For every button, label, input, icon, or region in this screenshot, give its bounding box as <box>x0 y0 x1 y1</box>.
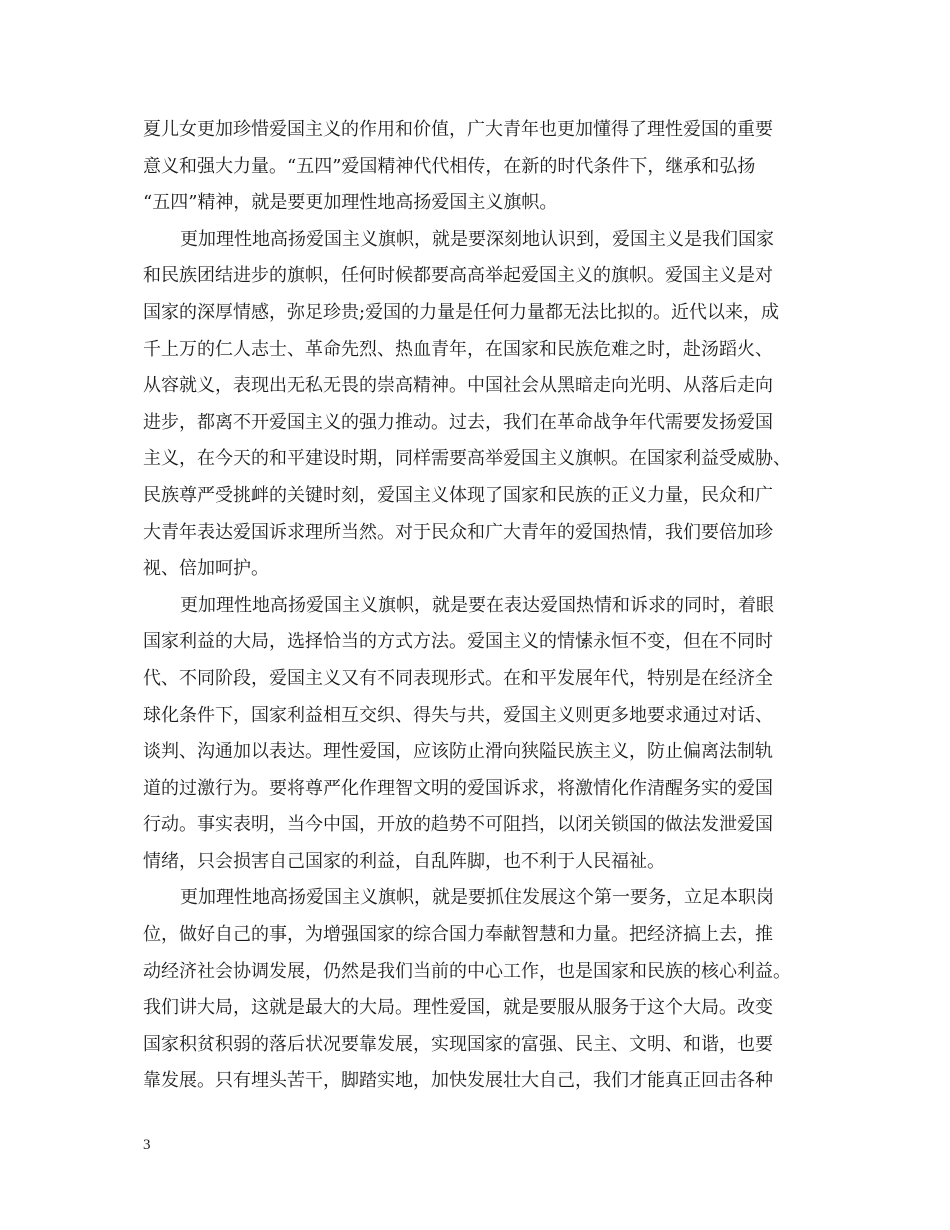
text-line: “五四”精神，就是要更加理性地高扬爱国主义旗帜。 <box>143 192 558 214</box>
text-line: 进步，都离不开爱国主义的强力推动。过去，我们在革命战争年代需要发扬爱国 <box>143 411 773 433</box>
text-line: 视、倍加呵护。 <box>143 558 269 580</box>
paragraph-first-line: 更加理性地高扬爱国主义旗帜，就是要在表达爱国热情和诉求的同时，着眼 <box>180 594 774 616</box>
text-line: 动经济社会协调发展，仍然是我们当前的中心工作，也是国家和民族的核心利益。 <box>143 960 791 982</box>
text-line: 主义，在今天的和平建设时期，同样需要高举爱国主义旗帜。在国家利益受威胁、 <box>143 448 791 470</box>
text-line: 位，做好自己的事，为增强国家的综合国力奉献智慧和力量。把经济搞上去，推 <box>143 924 773 946</box>
text-line: 靠发展。只有埋头苦干，脚踏实地，加快发展壮大自己，我们才能真正回击各种 <box>143 1070 773 1092</box>
text-line: 从容就义，表现出无私无畏的崇高精神。中国社会从黑暗走向光明、从落后走向 <box>143 375 773 397</box>
body-text <box>143 112 823 1100</box>
text-line: 谈判、沟通加以表达。理性爱国，应该防止滑向狭隘民族主义，防止偏离法制轨 <box>143 741 773 763</box>
paragraph-first-line: 更加理性地高扬爱国主义旗帜，就是要抓住发展这个第一要务，立足本职岗 <box>180 887 774 909</box>
text-line: 行动。事实表明，当今中国，开放的趋势不可阻挡，以闭关锁国的做法发泄爱国 <box>143 814 773 836</box>
text-line: 千上万的仁人志士、革命先烈、热血青年，在国家和民族危难之时，赴汤蹈火、 <box>143 338 773 360</box>
text-line: 意义和强大力量。“五四”爱国精神代代相传，在新的时代条件下，继承和弘扬 <box>143 155 756 177</box>
text-line: 球化条件下，国家利益相互交织、得失与共，爱国主义则更多地要求通过对话、 <box>143 704 773 726</box>
text-line: 道的过激行为。要将尊严化作理智文明的爱国诉求，将激情化作清醒务实的爱国 <box>143 777 773 799</box>
text-line: 民族尊严受挑衅的关键时刻，爱国主义体现了国家和民族的正义力量，民众和广 <box>143 484 773 506</box>
text-line: 国家利益的大局，选择恰当的方式方法。爱国主义的情愫永恒不变，但在不同时 <box>143 631 773 653</box>
text-line: 情绪，只会损害自己国家的利益，自乱阵脚，也不利于人民福祉。 <box>143 850 665 872</box>
text-line: 国家的深厚情感，弥足珍贵;爱国的力量是任何力量都无法比拟的。近代以来，成 <box>143 301 780 323</box>
text-line: 夏儿女更加珍惜爱国主义的作用和价值，广大青年也更加懂得了理性爱国的重要 <box>143 119 773 140</box>
page-number: 3 <box>143 1137 151 1153</box>
text-line: 我们讲大局，这就是最大的大局。理性爱国，就是要服从服务于这个大局。改变 <box>143 997 773 1019</box>
text-line: 代、不同阶段，爱国主义又有不同表现形式。在和平发展年代，特别是在经济全 <box>143 667 773 689</box>
text-line: 大青年表达爱国诉求理所当然。对于民众和广大青年的爱国热情，我们要倍加珍 <box>143 521 773 543</box>
text-line: 和民族团结进步的旗帜，任何时候都要高高举起爱国主义的旗帜。爱国主义是对 <box>143 265 773 287</box>
text-line: 国家积贫积弱的落后状况要靠发展，实现国家的富强、民主、文明、和谐，也要 <box>143 1033 773 1055</box>
paragraph-first-line: 更加理性地高扬爱国主义旗帜，就是要深刻地认识到，爱国主义是我们国家 <box>180 228 774 250</box>
